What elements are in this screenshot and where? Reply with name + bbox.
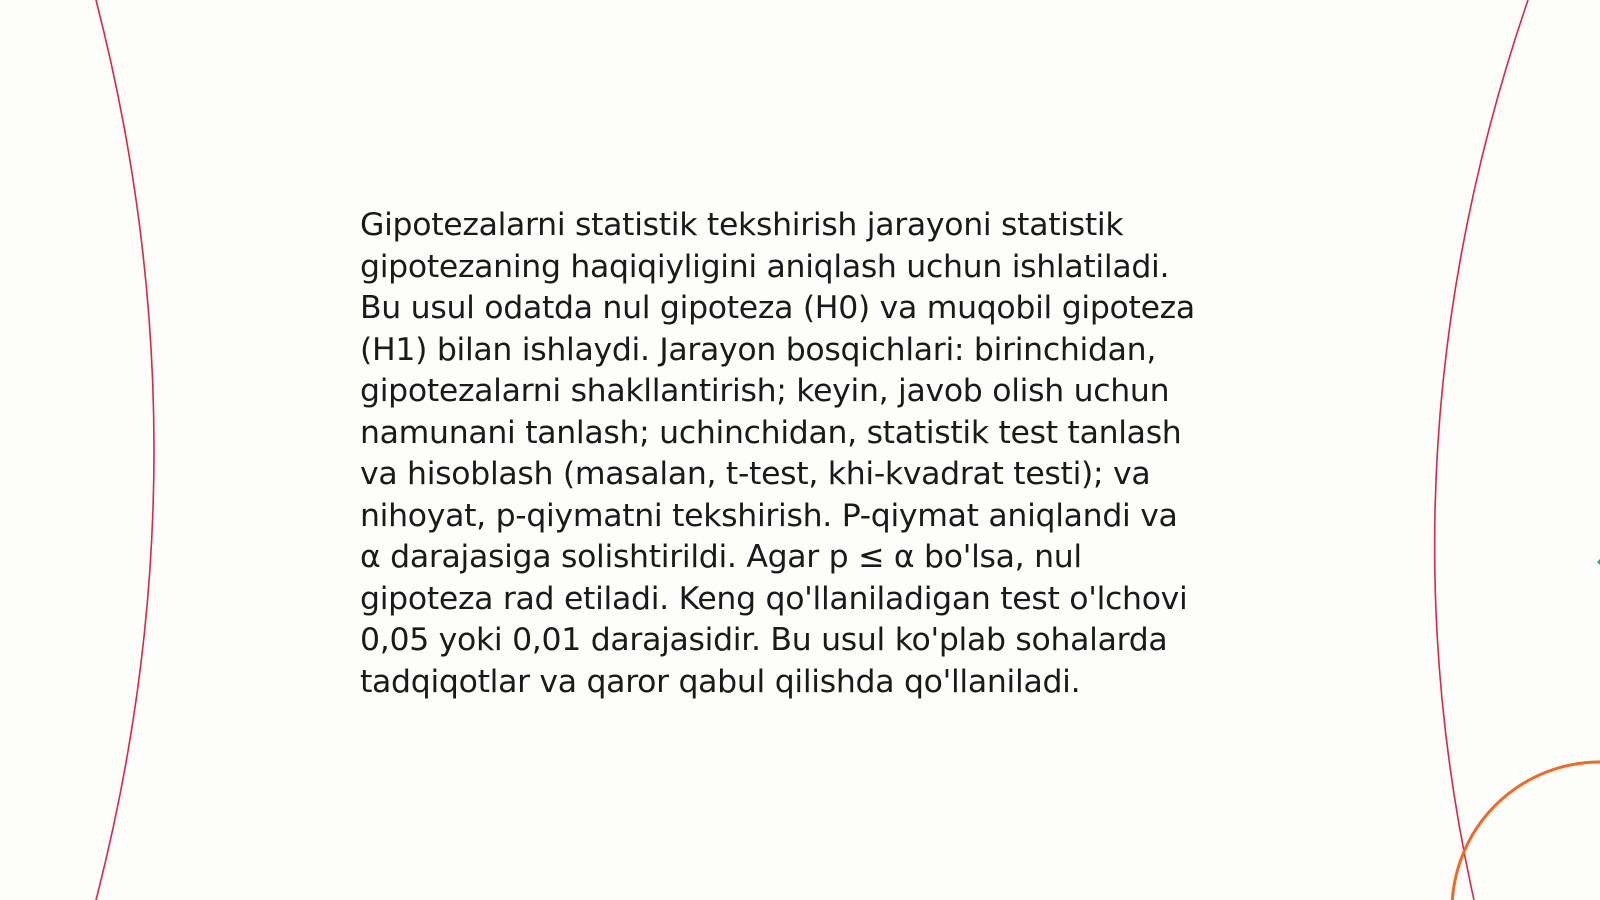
body-line: nihoyat, p-qiymatni tekshirish. P-qiymat aniqlandi va <box>360 497 1178 534</box>
body-line: 0,05 yoki 0,01 darajasidir. Bu usul ko'plab sohalarda <box>360 622 1168 658</box>
body-line: Bu usul odatda nul gipoteza (H0) va muqobil gipoteza <box>360 290 1195 326</box>
orange-circle-decoration <box>1452 762 1600 900</box>
body-line: α darajasiga solishtirildi. Agar p ≤ α bo'lsa, nul <box>360 539 1082 575</box>
body-line: namunani tanlash; uchinchidan, statistik test tanlash <box>360 414 1182 451</box>
body-line: va hisoblash (masalan, t-test, khi-kvadrat testi); va <box>360 456 1151 492</box>
body-line: Gipotezalarni statistik tekshirish jarayoni statistik <box>360 207 1124 243</box>
left-arc-decoration <box>96 0 154 900</box>
right-arc-decoration <box>1435 0 1528 900</box>
body-line: gipotezalarni shakllantirish; keyin, javob olish uchun <box>360 373 1170 409</box>
body-line: gipotezaning haqiqiyligini aniqlash uchun ishlatiladi. <box>360 248 1170 285</box>
body-paragraph <box>360 205 1240 703</box>
body-line: (H1) bilan ishlaydi. Jarayon bosqichlari: birinchidan, <box>360 331 1157 368</box>
body-line: tadqiqotlar va qaror qabul qilishda qo'llaniladi. <box>360 663 1081 700</box>
body-line: gipoteza rad etiladi. Keng qo'llaniladigan test o'lchovi <box>360 580 1188 617</box>
